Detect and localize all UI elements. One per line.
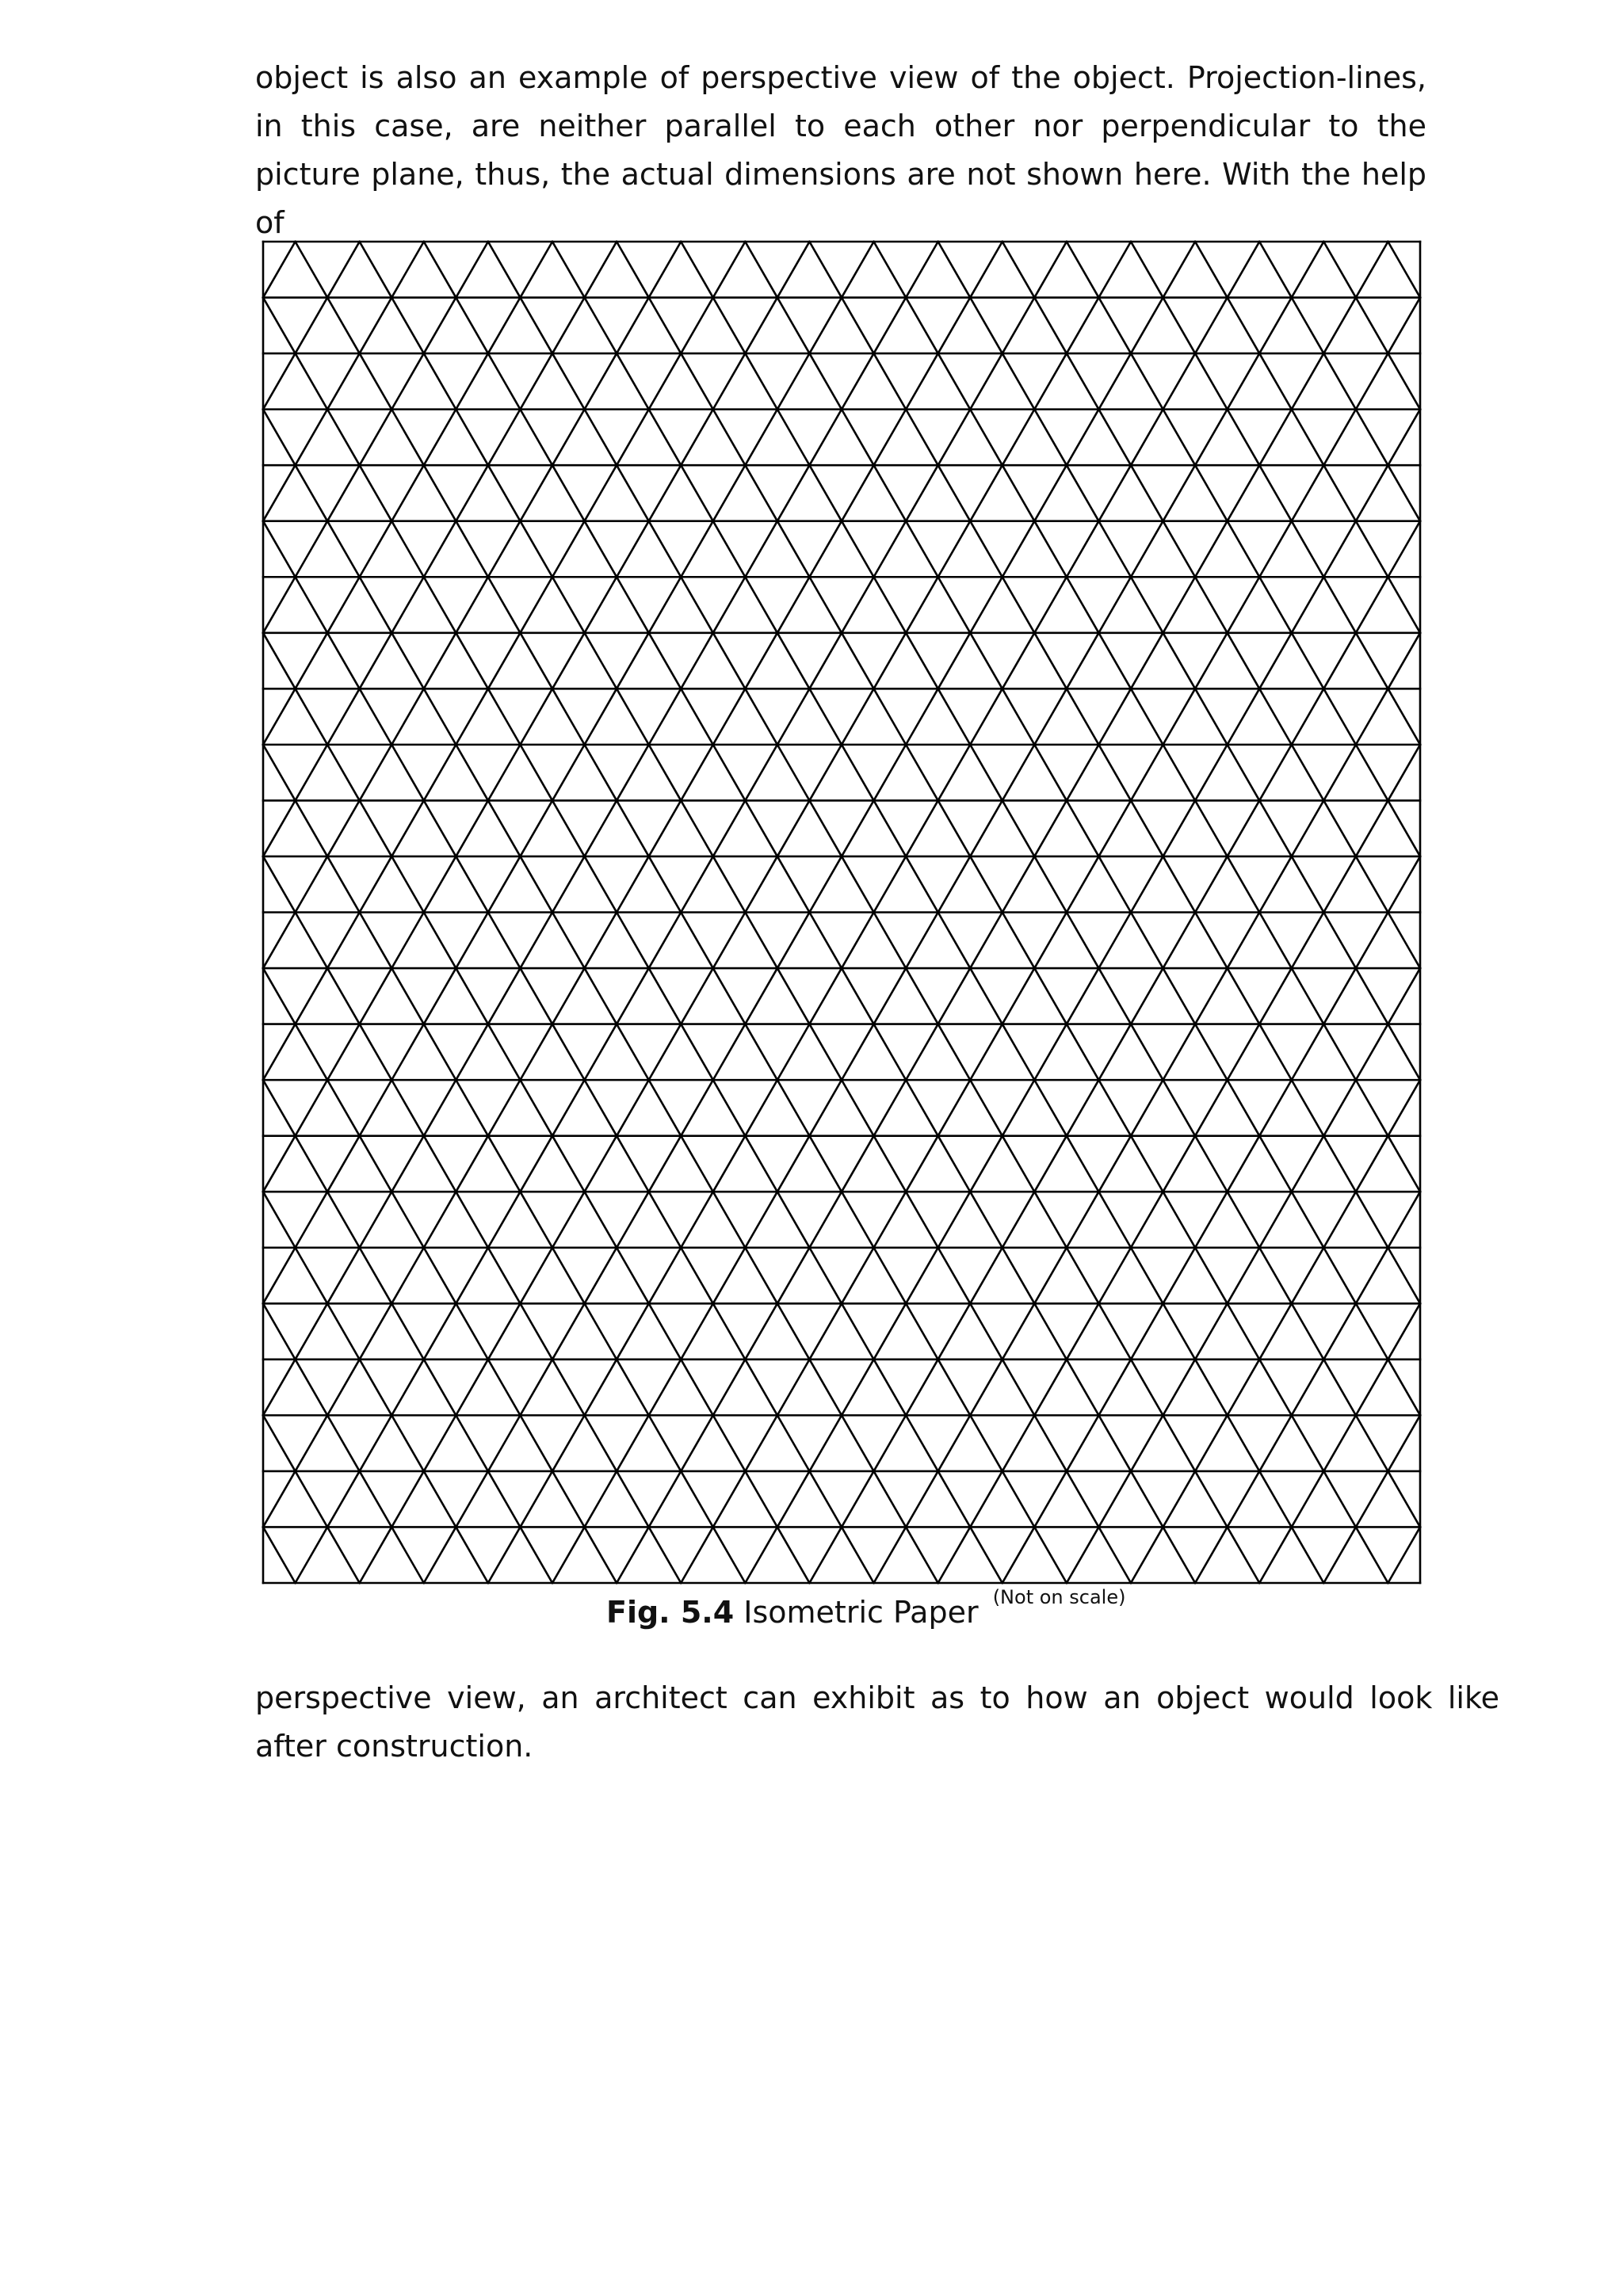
figure-title: Isometric Paper	[743, 1595, 979, 1630]
isometric-grid-figure	[262, 240, 1422, 1585]
figure-note: (Not on scale)	[992, 1586, 1126, 1608]
figure-label: Fig. 5.4	[606, 1595, 735, 1630]
isometric-grid	[262, 240, 1422, 1585]
figure-caption	[606, 1586, 1126, 1640]
body-paragraph-top: object is also an example of perspective view of the object. Projection-lines, in this case, are neither parallel to each other nor perpendicular to the picture plane, thus, the actual dimensions are not shown here. With the help of	[255, 60, 1426, 240]
body-paragraph-bottom: perspective view, an architect can exhibit as to how an object would look like after construction.	[255, 1680, 1499, 1764]
